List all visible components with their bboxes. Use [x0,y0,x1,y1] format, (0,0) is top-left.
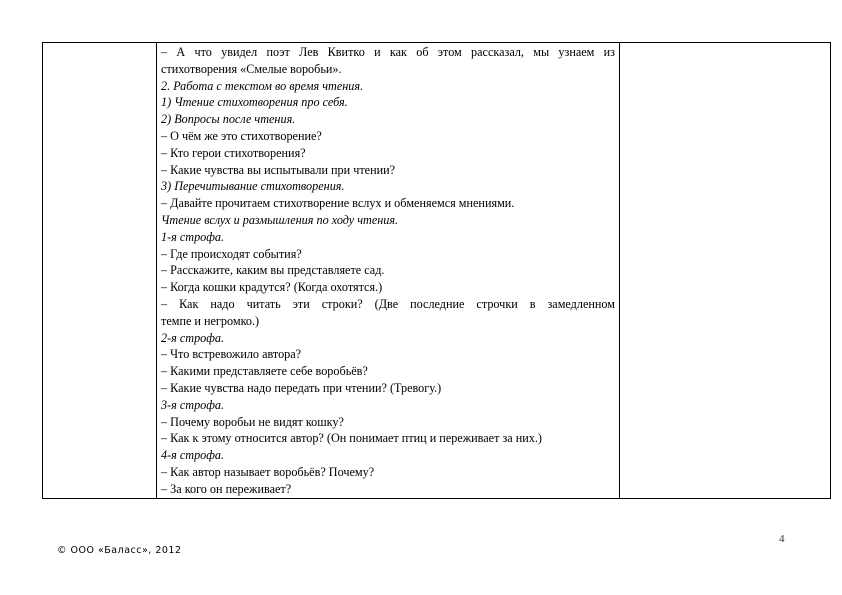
text-line: – Какие чувства вы испытывали при чтении? [161,162,396,177]
text-line: 2) Вопросы после чтения. [161,112,296,127]
text-line: – А что увидел поэт Лев Квитко и как об этом рассказал, мы узнаем из [161,45,615,59]
text-line: – За кого он переживает? [161,481,292,496]
column-divider-left [156,43,157,498]
copyright-footer: © ООО «Баласс», 2012 [57,545,182,556]
text-line: 4-я строфа. [161,448,225,463]
text-line: – О чём же это стихотворение? [161,128,322,143]
text-line: – Почему воробьи не видят кошку? [161,414,344,429]
text-line: Чтение вслух и размышления по ходу чтения. [161,212,399,227]
text-line: 1-я строфа. [161,229,225,244]
text-line: – Кто герои стихотворения? [161,145,306,160]
text-line: – Что встревожило автора? [161,347,302,362]
text-line: – Как к этому относится автор? (Он понимает птиц и переживает за них.) [161,431,542,446]
text-line: темпе и негромко.) [161,313,260,328]
text-line: 2-я строфа. [161,330,225,345]
lesson-table [42,42,831,499]
text-line: – Какие чувства надо передать при чтении? (Тревогу.) [161,380,442,395]
column-divider-right [619,43,620,498]
text-line: – Расскажите, каким вы представляете сад. [161,263,385,278]
text-line: 2. Работа с текстом во время чтения. [161,78,364,93]
text-line: – Давайте прочитаем стихотворение вслух и обменяемся мнениями. [161,196,515,211]
text-line: 3-я строфа. [161,397,225,412]
text-line: – Где происходят события? [161,246,302,261]
text-line: 3) Перечитывание стихотворения. [161,179,345,194]
text-line: – Какими представляете себе воробьёв? [161,364,368,379]
page-number: 4 [779,533,785,545]
text-line: – Как автор называет воробьёв? Почему? [161,464,375,479]
text-line: стихотворения «Смелые воробьи». [161,61,342,76]
text-line: – Когда кошки крадутся? (Когда охотятся.) [161,280,383,295]
lesson-content-cell [161,44,615,498]
text-line: – Как надо читать эти строки? (Две последние строчки в замедленном [161,296,615,311]
text-line: 1) Чтение стихотворения про себя. [161,95,348,110]
